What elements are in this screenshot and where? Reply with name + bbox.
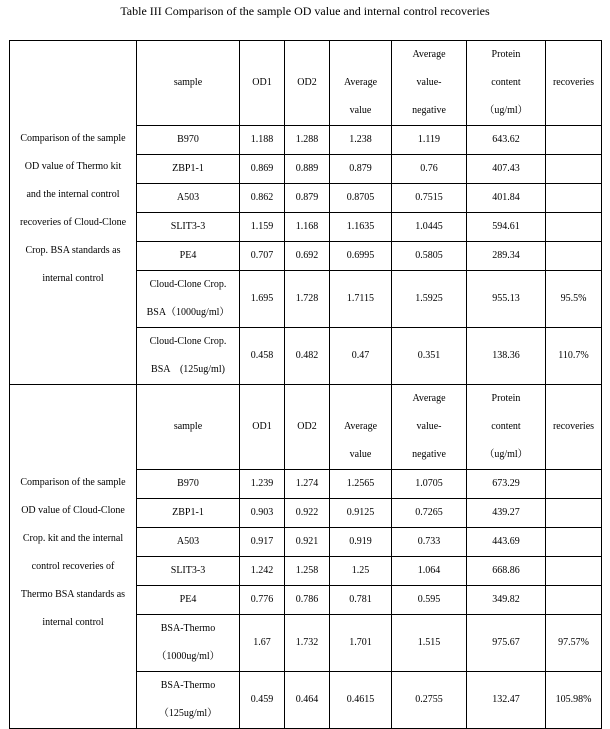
comparison-table — [9, 40, 602, 729]
header-protein-content-line: Protein — [491, 393, 521, 404]
average-value-negative-cell: 1.064 — [392, 557, 467, 586]
sample-line: B970 — [177, 134, 199, 145]
recovery-cell — [546, 470, 602, 499]
recovery-cell — [546, 242, 602, 271]
sample-line: BSA（1000ug/ml） — [146, 307, 230, 318]
average-value-negative-cell: 0.733 — [392, 528, 467, 557]
average-value-cell: 0.9125 — [330, 499, 392, 528]
sample-line: BSA-Thermo — [160, 623, 216, 634]
average-value-negative-cell: 0.7265 — [392, 499, 467, 528]
header-average-value-negative — [392, 385, 467, 470]
header-protein-content-line: （ug/ml） — [484, 449, 528, 460]
sample-cell — [137, 499, 240, 528]
description-line: Thermo BSA standards as — [20, 589, 126, 600]
od1-cell: 0.869 — [240, 155, 285, 184]
average-value-negative-cell: 0.7515 — [392, 184, 467, 213]
sample-line: （1000ug/ml） — [156, 651, 220, 662]
header-protein-content-line: Protein — [491, 49, 521, 60]
header-recoveries: recoveries — [546, 385, 602, 470]
od2-cell: 0.879 — [285, 184, 330, 213]
section-description — [10, 385, 137, 729]
protein-content-cell: 955.13 — [467, 271, 546, 328]
header-average-value-negative — [392, 41, 467, 126]
protein-content-cell: 673.29 — [467, 470, 546, 499]
average-value-negative-cell: 0.76 — [392, 155, 467, 184]
header-protein-content-line: （ug/ml） — [484, 105, 528, 116]
sample-line: PE4 — [179, 594, 197, 605]
recovery-cell — [546, 499, 602, 528]
sample-line: Cloud-Clone Crop. — [149, 279, 227, 290]
description-line: Crop. kit and the internal — [22, 533, 124, 544]
sample-cell — [137, 242, 240, 271]
header-sample: sample — [137, 385, 240, 470]
protein-content-cell: 349.82 — [467, 586, 546, 615]
od1-cell: 1.159 — [240, 213, 285, 242]
header-average-value-line: value — [349, 105, 372, 116]
od2-cell: 1.274 — [285, 470, 330, 499]
protein-content-cell: 443.69 — [467, 528, 546, 557]
header-od1: OD1 — [240, 385, 285, 470]
sample-cell — [137, 155, 240, 184]
protein-content-cell: 975.67 — [467, 615, 546, 672]
sample-cell — [137, 615, 240, 672]
od2-cell: 0.692 — [285, 242, 330, 271]
header-average-value — [330, 385, 392, 470]
header-protein-content-line: content — [491, 77, 521, 88]
average-value-negative-cell: 0.2755 — [392, 672, 467, 729]
header-od1: OD1 — [240, 41, 285, 126]
header-average-value-negative-line: negative — [412, 449, 446, 460]
description-line: OD value of Thermo kit — [24, 161, 122, 172]
header-average-value-line: value — [349, 449, 372, 460]
header-average-value-negative-line: value- — [416, 421, 442, 432]
od2-cell: 1.258 — [285, 557, 330, 586]
sample-cell — [137, 528, 240, 557]
recovery-cell — [546, 586, 602, 615]
od2-cell: 0.464 — [285, 672, 330, 729]
average-value-cell: 0.781 — [330, 586, 392, 615]
header-average-value-negative-line: Average — [412, 49, 446, 60]
header-average-value-negative-line: value- — [416, 77, 442, 88]
od1-cell: 1.695 — [240, 271, 285, 328]
average-value-cell: 1.2565 — [330, 470, 392, 499]
recovery-cell — [546, 213, 602, 242]
protein-content-cell: 643.62 — [467, 126, 546, 155]
average-value-negative-cell: 0.595 — [392, 586, 467, 615]
description-line: recoveries of Cloud-Clone — [19, 217, 127, 228]
recovery-cell — [546, 557, 602, 586]
description-line: internal control — [42, 617, 104, 628]
od2-cell: 1.168 — [285, 213, 330, 242]
header-row — [10, 41, 602, 126]
od1-cell: 0.903 — [240, 499, 285, 528]
description-line: control recoveries of — [31, 561, 115, 572]
header-average-value-negative-line: Average — [412, 393, 446, 404]
sample-line: A503 — [176, 192, 200, 203]
average-value-negative-cell: 1.0445 — [392, 213, 467, 242]
sample-cell — [137, 271, 240, 328]
header-average-value-negative-line: negative — [412, 105, 446, 116]
sample-cell — [137, 126, 240, 155]
od2-cell: 1.732 — [285, 615, 330, 672]
sample-line: BSA-Thermo — [160, 680, 216, 691]
header-od2: OD2 — [285, 385, 330, 470]
protein-content-cell: 138.36 — [467, 328, 546, 385]
protein-content-cell: 439.27 — [467, 499, 546, 528]
sample-cell — [137, 586, 240, 615]
protein-content-cell: 668.86 — [467, 557, 546, 586]
od1-cell: 1.67 — [240, 615, 285, 672]
average-value-cell: 1.701 — [330, 615, 392, 672]
description-line: internal control — [42, 273, 104, 284]
sample-line: PE4 — [179, 250, 197, 261]
sample-line: SLIT3-3 — [170, 565, 206, 576]
sample-line: （125ug/ml） — [158, 708, 218, 719]
od2-cell: 0.786 — [285, 586, 330, 615]
header-protein-content — [467, 41, 546, 126]
header-od2: OD2 — [285, 41, 330, 126]
average-value-cell: 0.919 — [330, 528, 392, 557]
header-row — [10, 385, 602, 470]
protein-content-cell: 401.84 — [467, 184, 546, 213]
recovery-cell: 95.5% — [546, 271, 602, 328]
average-value-cell: 0.879 — [330, 155, 392, 184]
recovery-cell — [546, 528, 602, 557]
od2-cell: 0.922 — [285, 499, 330, 528]
od1-cell: 0.707 — [240, 242, 285, 271]
recovery-cell: 105.98% — [546, 672, 602, 729]
header-average-value — [330, 41, 392, 126]
od1-cell: 0.458 — [240, 328, 285, 385]
od1-cell: 1.242 — [240, 557, 285, 586]
protein-content-cell: 407.43 — [467, 155, 546, 184]
od2-cell: 0.889 — [285, 155, 330, 184]
average-value-negative-cell: 0.351 — [392, 328, 467, 385]
average-value-negative-cell: 1.5925 — [392, 271, 467, 328]
sample-line: Cloud-Clone Crop. — [149, 336, 227, 347]
od2-cell: 1.728 — [285, 271, 330, 328]
header-protein-content — [467, 385, 546, 470]
average-value-negative-cell: 1.0705 — [392, 470, 467, 499]
protein-content-cell: 132.47 — [467, 672, 546, 729]
od1-cell: 1.239 — [240, 470, 285, 499]
description-line: and the internal control — [26, 189, 120, 200]
recovery-cell — [546, 184, 602, 213]
header-recoveries: recoveries — [546, 41, 602, 126]
od1-cell: 0.776 — [240, 586, 285, 615]
recovery-cell: 97.57% — [546, 615, 602, 672]
average-value-cell: 1.7115 — [330, 271, 392, 328]
recovery-cell — [546, 126, 602, 155]
protein-content-cell: 289.34 — [467, 242, 546, 271]
header-average-value-line: Average — [343, 421, 378, 432]
od1-cell: 1.188 — [240, 126, 285, 155]
average-value-negative-cell: 1.119 — [392, 126, 467, 155]
description-line: Crop. BSA standards as — [25, 245, 121, 256]
average-value-cell: 0.8705 — [330, 184, 392, 213]
header-protein-content-line: content — [491, 421, 521, 432]
description-line: OD value of Cloud-Clone — [21, 505, 125, 516]
average-value-cell: 0.4615 — [330, 672, 392, 729]
average-value-negative-cell: 1.515 — [392, 615, 467, 672]
recovery-cell: 110.7% — [546, 328, 602, 385]
table-caption: Table III Comparison of the sample OD value and internal control recoveries — [120, 4, 490, 18]
sample-cell — [137, 328, 240, 385]
od2-cell: 0.921 — [285, 528, 330, 557]
description-line: Comparison of the sample — [20, 133, 126, 144]
description-line: Comparison of the sample — [20, 477, 126, 488]
average-value-cell: 1.1635 — [330, 213, 392, 242]
sample-line: SLIT3-3 — [170, 221, 206, 232]
average-value-cell: 0.47 — [330, 328, 392, 385]
od1-cell: 0.459 — [240, 672, 285, 729]
table-body — [10, 41, 602, 729]
average-value-cell: 0.6995 — [330, 242, 392, 271]
sample-line: A503 — [176, 536, 200, 547]
od2-cell: 1.288 — [285, 126, 330, 155]
sample-cell — [137, 213, 240, 242]
section-description — [10, 41, 137, 385]
sample-cell — [137, 557, 240, 586]
sample-line: ZBP1-1 — [172, 507, 204, 518]
average-value-cell: 1.238 — [330, 126, 392, 155]
average-value-negative-cell: 0.5805 — [392, 242, 467, 271]
od1-cell: 0.917 — [240, 528, 285, 557]
sample-cell — [137, 184, 240, 213]
average-value-cell: 1.25 — [330, 557, 392, 586]
protein-content-cell: 594.61 — [467, 213, 546, 242]
sample-line: B970 — [177, 478, 199, 489]
sample-line: BSA (125ug/ml) — [151, 364, 225, 375]
sample-cell — [137, 672, 240, 729]
header-sample: sample — [137, 41, 240, 126]
od2-cell: 0.482 — [285, 328, 330, 385]
od1-cell: 0.862 — [240, 184, 285, 213]
sample-cell — [137, 470, 240, 499]
sample-line: ZBP1-1 — [172, 163, 204, 174]
header-average-value-line: Average — [343, 77, 378, 88]
recovery-cell — [546, 155, 602, 184]
